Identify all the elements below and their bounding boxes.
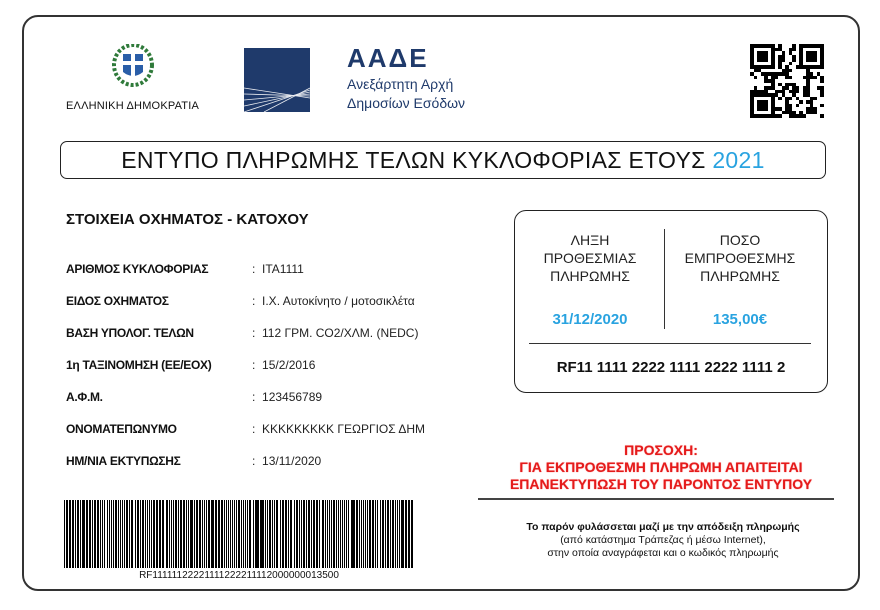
field-label: ΒΑΣΗ ΥΠΟΛΟΓ. ΤΕΛΩΝ [66,326,194,340]
warning-line: ΕΠΑΝΕΚΤΥΠΩΣΗ ΤΟΥ ΠΑΡΟΝΤΟΣ ΕΝΤΥΠΟΥ [509,476,813,492]
form-title-text: ΕΝΤΥΠΟ ΠΛΗΡΩΜΗΣ ΤΕΛΩΝ ΚΥΚΛΟΦΟΡΙΑΣ ΕΤΟΥΣ [121,147,706,173]
label-line: ΠΟΣΟ [719,232,761,248]
form-year: 2021 [712,147,765,173]
field-value: : 15/2/2016 [252,358,316,372]
payment-box [514,210,828,393]
note-line: στην οποία αναγράφεται και ο κωδικός πληρωμής [547,547,779,559]
aade-subtitle [347,75,465,113]
field-value: : 123456789 [252,390,323,404]
field-row [66,454,321,468]
amount-label [665,231,815,285]
field-label: Α.Φ.Μ. [66,390,103,404]
field-value: : Ι.Χ. Αυτοκίνητο / μοτοσικλέτα [252,294,415,308]
aade-subtitle-line: Δημοσίων Εσόδων [347,95,466,111]
field-label: ΕΙΔΟΣ ΟΧΗΜΑΤΟΣ [66,294,169,308]
divider [529,343,811,344]
field-value-text: 123456789 [262,390,323,404]
field-value-text: Ι.Χ. Αυτοκίνητο / μοτοσικλέτα [262,294,415,308]
field-label: 1η ΤΑΞΙΝΟΜΗΣΗ (ΕΕ/ΕΟΧ) [66,358,212,372]
field-value: : ΚΚΚΚΚΚΚΚΚ ΓΕΩΡΓΙΟΣ ΔΗΜ [252,422,426,436]
gov-label: ΕΛΛΗΝΙΚΗ ΔΗΜΟΚΡΑΤΙΑ [66,100,200,112]
label-line: ΕΜΠΡΟΘΕΣΜΗΣ [684,250,796,266]
field-value: : 13/11/2020 [252,454,322,468]
field-value: : 112 ΓΡΜ. CO2/ΧΛΜ. (NEDC) [252,326,419,340]
form-title [60,141,826,179]
label-line: ΠΛΗΡΩΜΗΣ [550,268,630,284]
label-line: ΛΗΞΗ [570,232,610,248]
aade-title: ΑΑΔΕ [347,43,429,73]
field-label: ΗΜ/ΝΙΑ ΕΚΤΥΠΩΣΗΣ [66,454,181,468]
warning-line: ΠΡΟΣΟΧΗ: [624,442,698,458]
divider [478,498,834,500]
note-line: (από κατάστημα Τράπεζας ή μέσω Internet), [560,534,766,546]
field-row [66,294,415,308]
warning-line: ΓΙΑ ΕΚΠΡΟΘΕΣΜΗ ΠΛΗΡΩΜΗ ΑΠΑΙΤΕΙΤΑΙ [519,459,803,475]
barcode-text: RF11111122221111222211112000000013500 [139,570,339,581]
warning-text [476,442,846,493]
field-value-text: ΙΤΑ1111 [262,262,304,276]
note-line: Το παρόν φυλάσσεται μαζί με την απόδειξη πληρωμής [526,521,800,533]
field-row [66,262,304,276]
field-value-text: 13/11/2020 [262,454,322,468]
field-value-text: ΚΚΚΚΚΚΚΚΚ ΓΕΩΡΓΙΟΣ ΔΗΜ [262,422,426,436]
field-value-text: 15/2/2016 [262,358,316,372]
deadline-label [515,231,665,285]
section-title: ΣΤΟΙΧΕΙΑ ΟΧΗΜΑΤΟΣ - ΚΑΤΟΧΟΥ [66,211,309,228]
field-row [66,390,322,404]
qr-code-icon [750,44,824,118]
field-label: ΑΡΙΘΜΟΣ ΚΥΚΛΟΦΟΡΙΑΣ [66,262,209,276]
label-line: ΠΛΗΡΩΜΗΣ [700,268,780,284]
field-label: ΟΝΟΜΑΤΕΠΩΝΥΜΟ [66,422,177,436]
field-value-text: 112 ΓΡΜ. CO2/ΧΛΜ. (NEDC) [262,326,419,340]
barcode-icon [64,500,414,568]
aade-subtitle-line: Ανεξάρτητη Αρχή [347,76,454,92]
aade-logo-icon [244,48,310,112]
deadline-value: 31/12/2020 [552,311,628,328]
greek-emblem-icon [112,44,154,90]
field-row [66,422,425,436]
rf-payment-code: RF11 1111 2222 1111 2222 1111 2 [556,359,786,376]
receipt-note [478,521,848,560]
amount-value: 135,00€ [712,311,768,328]
field-value: : ΙΤΑ1111 [252,262,304,276]
field-row [66,326,418,340]
field-row [66,358,315,372]
label-line: ΠΡΟΘΕΣΜΙΑΣ [543,250,637,266]
